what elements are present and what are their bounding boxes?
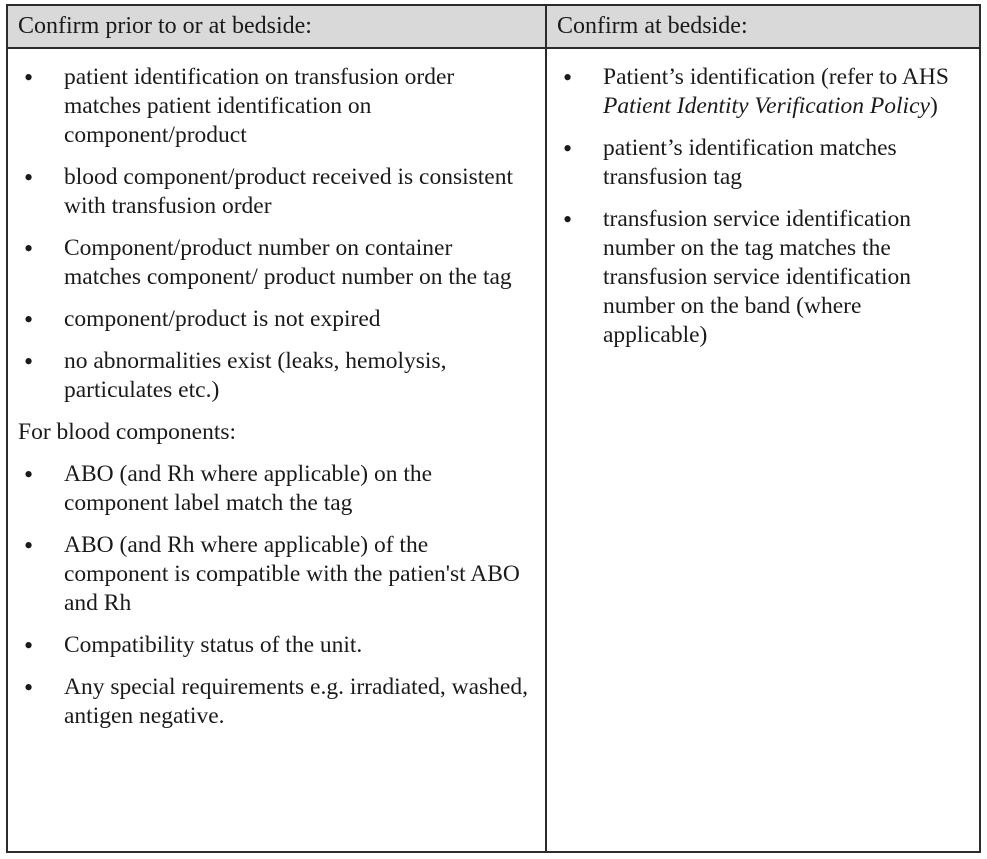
list-item: • Patient’s identification (refer to AHS Patient Identity Verification Policy) — [563, 63, 949, 119]
bullet-icon: • — [24, 163, 34, 192]
bedside-checklist — [557, 63, 967, 350]
pre-bedside-checklist — [18, 63, 533, 405]
list-item: • blood component/product received is consistent with transfusion order — [24, 163, 514, 219]
right-column-body — [547, 49, 979, 851]
bullet-icon: • — [24, 673, 34, 702]
list-item: • transfusion service identification number on the tag matches the transfusion service identification number on the band (where applicable) — [563, 205, 912, 348]
list-item: • ABO (and Rh where applicable) of the component is compatible with the patien'st ABO and Rh — [24, 531, 520, 616]
blood-components-checklist — [18, 460, 533, 731]
bedside-checklist-table — [6, 4, 981, 853]
policy-title: Patient Identity Verification Policy — [603, 93, 930, 119]
list-item: • patient identification on transfusion order matches patient identification on component/product — [24, 63, 455, 148]
list-item: • Component/product number on container matches component/ product number on the tag — [24, 234, 512, 290]
bullet-icon: • — [24, 531, 34, 560]
list-item: • patient’s identification matches transfusion tag — [563, 134, 897, 190]
bullet-icon: • — [563, 63, 573, 92]
left-column-body — [8, 49, 547, 851]
bullet-icon: • — [24, 347, 34, 376]
bullet-icon: • — [24, 631, 34, 660]
list-item: • component/product is not expired — [24, 305, 381, 334]
bullet-icon: • — [563, 205, 573, 234]
bullet-icon: • — [563, 134, 573, 163]
right-column-header: Confirm at bedside: — [547, 6, 979, 49]
blood-components-subheading: For blood components: — [18, 419, 237, 445]
bullet-icon: • — [24, 460, 34, 489]
list-item: • Any special requirements e.g. irradiated, washed, antigen negative. — [24, 673, 528, 729]
bullet-icon: • — [24, 305, 34, 334]
list-item: • Compatibility status of the unit. — [24, 631, 363, 660]
bullet-icon: • — [24, 234, 34, 263]
list-item: • ABO (and Rh where applicable) on the component label match the tag — [24, 460, 433, 516]
bullet-icon: • — [24, 63, 34, 92]
list-item: • no abnormalities exist (leaks, hemolysis, particulates etc.) — [24, 347, 447, 403]
left-column-header: Confirm prior to or at bedside: — [8, 6, 547, 49]
